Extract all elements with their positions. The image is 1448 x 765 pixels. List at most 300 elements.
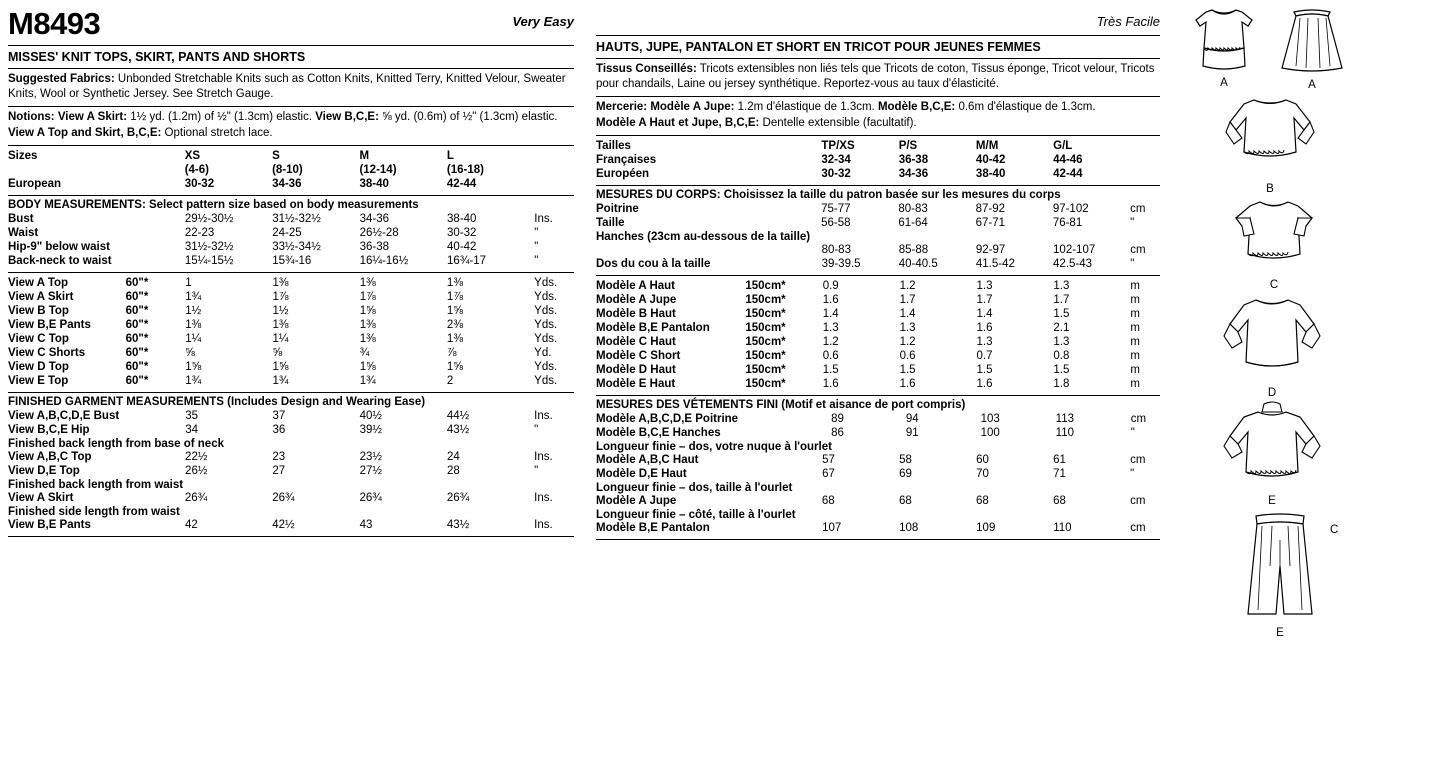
finished-sub2-table-fr (596, 494, 1160, 508)
table-row (596, 363, 1160, 377)
unit-cell: m (1130, 349, 1140, 362)
cell-value: 22½ (185, 450, 208, 463)
sizes-divider-fr (596, 185, 1160, 186)
cell-value: 1.2 (822, 335, 839, 348)
cell-value: 23½ (359, 450, 382, 463)
table-row (8, 276, 574, 290)
cell-value: 76-81 (1052, 216, 1083, 229)
sizes-table-en (8, 149, 574, 191)
cell-value: 1.7 (976, 293, 993, 306)
cell-value: 23 (272, 450, 286, 463)
unit-cell: Yds. (534, 290, 558, 303)
table-row (596, 307, 1160, 321)
cell-value: 22-23 (184, 226, 215, 239)
cell-value: 107 (822, 521, 842, 534)
unit-cell: Yds. (534, 304, 558, 317)
row-label: View B Top (8, 304, 69, 317)
row-label: Modèle A,B,C Haut (596, 453, 699, 466)
finished-sub1-table-en (8, 450, 574, 478)
illustration-view-e-top (1220, 400, 1324, 507)
cell-value: 91 (905, 426, 919, 439)
unit-cell: cm (1130, 494, 1146, 507)
body-divider-fr (596, 275, 1160, 276)
notions-label-en: Notions: View A Skirt: (8, 111, 128, 124)
cell-value: 1⅝ (359, 304, 376, 317)
bottom-divider-fr (596, 539, 1160, 540)
finished-head-en: FINISHED GARMENT MEASUREMENTS (Includes Design and Wearing Ease) (8, 395, 426, 408)
finished-sub3-table-en (8, 518, 574, 532)
fabrics-divider-fr (596, 96, 1160, 97)
cell-value: 56-58 (821, 216, 851, 229)
cell-value: 1¾ (185, 290, 202, 303)
table-row (596, 467, 1160, 481)
cell-value: 60 (976, 453, 989, 466)
finished-sub2-table-en (8, 491, 574, 505)
cell-value: 87-92 (975, 202, 1005, 215)
cell-value: 26¾ (359, 491, 382, 504)
cell-value: 1.5 (899, 363, 916, 376)
row-label: Modèle B Haut (596, 307, 676, 320)
cell-value: 15¼-15½ (184, 254, 234, 267)
size-num-s: (8-10) (272, 163, 303, 176)
cell-value: 1½ (272, 304, 289, 317)
art-label: E (1268, 495, 1276, 507)
cell-value: 26¾ (272, 491, 295, 504)
unit-cell: Ins. (534, 450, 553, 463)
cell-value: 1.8 (1053, 377, 1070, 390)
cell-value: 30-32 (447, 226, 477, 239)
cell-value: 67 (822, 467, 835, 480)
cell-value: 24-25 (272, 226, 302, 239)
table-row (8, 226, 574, 240)
size-l: L (446, 149, 454, 162)
unit-cell: Ins. (534, 409, 553, 422)
unit-cell: m (1130, 363, 1140, 376)
table-row (8, 518, 574, 532)
cell-value: 1¼ (185, 332, 202, 345)
row-label: Modèle C Haut (596, 335, 676, 348)
finished-sub3-en: Finished side length from waist (8, 505, 180, 518)
cell-value: 40½ (359, 409, 382, 422)
cell-value: 1¼ (272, 332, 289, 345)
cell-value: 1⅜ (359, 332, 376, 345)
unit-cell: Ins. (534, 212, 553, 225)
unit-cell: Yds. (534, 332, 558, 345)
row-label: Modèle B,E Pantalon (596, 321, 710, 334)
table-row (596, 349, 1160, 363)
cell-value: 1.6 (822, 377, 839, 390)
row-label: View A Top (8, 276, 69, 289)
fabric-width: 60"* (125, 276, 149, 289)
cell-value: 29½-30½ (184, 212, 234, 225)
table-row (596, 426, 1160, 440)
fabric-width: 150cm* (745, 307, 786, 320)
fabric-width: 150cm* (745, 279, 786, 292)
table-row: 80-83 85-88 92-97 102-107 cm (821, 243, 1146, 256)
cell-value: 80-83 (898, 202, 928, 215)
cell-value: 24 (446, 450, 460, 463)
cell-value: 1¾ (185, 374, 202, 387)
cell-value: 1⅞ (272, 290, 289, 303)
yardage-divider-fr (596, 395, 1160, 396)
cell-value: 26½-28 (359, 226, 399, 239)
body-measurements-table-en (8, 212, 574, 268)
cell-value: 1⅝ (446, 304, 463, 317)
cell-value: 1⅜ (272, 276, 289, 289)
illustration-view-c-shorts-e-pants (1232, 510, 1328, 639)
row-label: Modèle A Haut (596, 279, 676, 292)
cell-value: 1¾ (359, 374, 376, 387)
row-label: Back-neck to waist (8, 254, 112, 267)
size-g-l: G/L (1053, 139, 1073, 152)
table-row (8, 318, 574, 332)
table-row (596, 377, 1160, 391)
notions-en (8, 110, 574, 140)
yardage-divider-en (8, 392, 574, 393)
difficulty-label-en: Very Easy (512, 14, 574, 29)
illustration-view-d (1220, 292, 1324, 399)
cell-value: 26¾ (446, 491, 470, 504)
cell-value: 1⅜ (359, 276, 376, 289)
cell-value: 2 (446, 374, 454, 387)
difficulty-label-fr: Très Facile (1096, 14, 1160, 29)
cell-value: 33½-34½ (272, 240, 321, 253)
cell-value: 61 (1053, 453, 1066, 466)
cell-value: 1.3 (976, 279, 993, 292)
view-c-drawing (1228, 196, 1320, 278)
cell-value: 89 (831, 412, 844, 425)
unit-cell: " (1130, 216, 1135, 229)
cell-value: 69 (899, 467, 912, 480)
cell-value: 0.6 (822, 349, 839, 362)
table-row (596, 321, 1160, 335)
cell-value: 68 (821, 494, 835, 507)
unit-cell: cm (1130, 412, 1147, 425)
table-row (8, 464, 574, 478)
finished-table-fr (596, 412, 1160, 440)
cell-value: 42½ (272, 518, 295, 531)
cell-value: 1.3 (822, 321, 839, 334)
unit-cell: cm (1130, 521, 1146, 534)
fabric-width: 150cm* (745, 335, 786, 348)
suggested-fabrics-label-en: Suggested Fabrics: (8, 73, 115, 85)
row-label: Modèle A Jupe (596, 494, 677, 507)
cell-value: 67-71 (975, 216, 1005, 229)
cell-value: 0.9 (822, 279, 839, 292)
finished-sub2-fr: Longueur finie – dos, taille à l'ourlet (596, 481, 793, 494)
cell-value: 43½ (446, 518, 470, 531)
notions-label3-fr: Modèle A Haut et Jupe, B,C,E: (596, 116, 760, 129)
cell-value: 34 (185, 423, 199, 436)
cell-value: 2⅜ (446, 318, 463, 331)
unit-cell: m (1130, 377, 1140, 390)
cell-value: 1.3 (899, 321, 916, 334)
table-row (8, 450, 574, 464)
row-label: View C Shorts (8, 346, 86, 359)
table-row (8, 212, 574, 226)
row-label: Poitrine (596, 202, 639, 215)
cell-value: 1⅝ (185, 360, 202, 373)
row-label: View A,B,C Top (8, 450, 92, 463)
row-label: View D Top (8, 360, 69, 373)
unit-cell: cm (1130, 453, 1146, 466)
cell-value: 1⅝ (272, 360, 289, 373)
size-num-xs: (4-6) (184, 163, 209, 176)
fabric-width: 150cm* (745, 293, 786, 306)
unit-cell: " (534, 464, 539, 477)
unit-cell: Ins. (534, 518, 553, 531)
table-row (596, 139, 1160, 153)
suggested-fabrics-text-fr: Tricots extensibles non liés tels que Tricots de coton, Tissus éponge, Tricot velour, Tricots pour chandails, Laine ou jersey synthétique. Reportez-vous au taux d'élasticité. (596, 63, 1155, 91)
cell-value: 1½ (185, 304, 202, 317)
fabrics-divider-en (8, 106, 574, 107)
european-label-fr: Européen (596, 167, 650, 180)
cell-value: 1⅜ (446, 332, 463, 345)
row-label: View C Top (8, 332, 69, 345)
size-num-l: (16-18) (446, 163, 484, 176)
body-measurements-head-fr: MESURES DU CORPS: Choisissez la taille du patron basée sur les mesures du corps (596, 188, 1061, 201)
cell-value: 36-38 (359, 240, 390, 253)
cell-value: 42 (185, 518, 198, 531)
cell-value: 1.2 (899, 279, 916, 292)
row-label: View B,C,E Hip (8, 423, 90, 436)
cell-value: 0.6 (899, 349, 916, 362)
cell-value: 43 (359, 518, 373, 531)
cell-value: 1.4 (822, 307, 839, 320)
view-d-drawing (1220, 292, 1324, 386)
cell-value: 40-42 (447, 240, 477, 253)
table-row (8, 409, 574, 423)
cell-value: 37 (272, 409, 286, 422)
header-divider-en (8, 45, 574, 46)
cell-value: 1.3 (1053, 279, 1070, 292)
art-label: A (1220, 77, 1228, 89)
art-label-c-shorts: C (1330, 524, 1339, 536)
view-a-skirt-drawing (1270, 4, 1354, 78)
cell-value: 35 (185, 409, 199, 422)
cell-value: 0.8 (1053, 349, 1070, 362)
illustration-view-a-top (1184, 4, 1264, 89)
row-label: Modèle A,B,C,D,E Poitrine (596, 412, 739, 425)
body-measurements-table-fr (596, 202, 1160, 230)
size-m: M (359, 149, 370, 162)
table-row (8, 360, 574, 374)
yardage-table-fr (596, 279, 1160, 391)
row-label: Hip-9" below waist (8, 240, 110, 253)
unit-cell: Yds. (534, 360, 558, 373)
view-b-drawing (1220, 92, 1320, 182)
cell-value: 2.1 (1053, 321, 1070, 334)
cell-value: 1⅜ (359, 318, 376, 331)
size-p-s: P/S (898, 139, 918, 152)
cell-value: 26½ (185, 464, 208, 477)
unit-cell: Yd. (534, 346, 552, 359)
cell-value: 58 (899, 453, 912, 466)
table-row (8, 149, 574, 163)
finished-sub3-table-fr (596, 521, 1160, 535)
cell-value: 16¾-17 (447, 254, 487, 267)
body-measurements-head-en: BODY MEASUREMENTS: Select pattern size based on body measurements (8, 198, 419, 211)
cell-value: 1.6 (976, 321, 993, 334)
cell-value: 108 (899, 521, 919, 534)
unit-cell: Ins. (534, 491, 553, 504)
cell-value: 86 (831, 426, 844, 439)
table-row: Françaises 32-34 36-38 40-42 44-46 (596, 153, 1083, 166)
art-label: B (1266, 183, 1274, 195)
finished-sub1-en: Finished back length from base of neck (8, 437, 224, 450)
row-label: View B,E Pants (8, 518, 91, 531)
notions-text3-en: Optional stretch lace. (161, 126, 273, 139)
bottom-divider-en (8, 536, 574, 537)
fabric-width: 60"* (125, 332, 149, 345)
cell-value: 1⅜ (185, 318, 202, 331)
sizes-label-fr: Tailles (596, 139, 631, 152)
view-e-top-drawing (1220, 400, 1324, 494)
row-label: Taille (596, 216, 625, 229)
cell-value: 97-102 (1052, 202, 1089, 215)
suggested-fabrics-en (8, 72, 574, 102)
table-row (8, 304, 574, 318)
unit-cell: m (1130, 307, 1140, 320)
illustration-view-c (1228, 196, 1320, 291)
table-row: Dos du cou à la taille 39-39.5 40-40.5 41.5-42 42.5-43 " (596, 257, 1135, 270)
european-label-en: European (8, 177, 62, 190)
cell-value: 1.4 (976, 307, 993, 320)
row-label: View D,E Top (8, 464, 80, 477)
francaises-label: Françaises (596, 153, 657, 166)
notions-text1-en: 1½ yd. (1.2m) of ½" (1.3cm) elastic. (127, 111, 316, 124)
table-row (596, 521, 1160, 535)
yardage-table-en (8, 276, 574, 388)
cell-value: 100 (980, 426, 1000, 439)
notions-text1-fr: 1.2m d'élastique de 1.3cm. (734, 101, 878, 114)
cell-value: 27 (272, 464, 286, 477)
garment-title-fr: HAUTS, JUPE, PANTALON ET SHORT EN TRICOT POUR JEUNES FEMMES (596, 40, 1041, 54)
row-label: View A,B,C,D,E Bust (8, 409, 120, 422)
unit-cell: " (534, 423, 539, 436)
finished-sub1-fr: Longueur finie – dos, votre nuque à l'ourlet (596, 440, 832, 453)
cell-value: 68 (898, 494, 912, 507)
french-column (586, 0, 1172, 765)
cell-value: 1⅜ (272, 318, 289, 331)
notions-text2-fr: 0.6m d'élastique de 1.3cm. (955, 101, 1096, 114)
unit-cell: m (1130, 335, 1140, 348)
cell-value: ⅝ (185, 346, 195, 359)
size-m-m: M/M (975, 139, 999, 152)
cell-value: 1.7 (899, 293, 916, 306)
notions-text2-en: ⅝ yd. (0.6m) of ½" (1.3cm) elastic. (378, 111, 558, 124)
art-label: C (1269, 279, 1279, 291)
table-row (8, 423, 574, 437)
table-row (8, 290, 574, 304)
art-label: D (1267, 387, 1277, 399)
notions-label2-en: View B,C,E: (315, 111, 379, 124)
title-divider-en (8, 68, 574, 69)
cell-value: 1⅞ (359, 290, 376, 303)
cell-value: 1.6 (822, 293, 839, 306)
row-label: Modèle E Haut (596, 377, 676, 390)
header-divider-fr (596, 35, 1160, 36)
unit-cell: " (534, 240, 539, 253)
size-num-m: (12-14) (359, 163, 397, 176)
french-header (596, 8, 1160, 29)
cell-value: 113 (1055, 412, 1075, 425)
row-label: View E Top (8, 374, 69, 387)
cell-value: 110 (1053, 521, 1072, 534)
cell-value: 1.6 (899, 377, 916, 390)
row-label: Modèle D,E Haut (596, 467, 687, 480)
cell-value: 1.6 (976, 377, 993, 390)
row-label: Bust (8, 212, 34, 225)
cell-value: 1.7 (1053, 293, 1070, 306)
unit-cell: " (1130, 467, 1135, 480)
cell-value: 1.2 (899, 335, 916, 348)
table-row (8, 491, 574, 505)
unit-cell: m (1130, 279, 1140, 292)
cell-value: 70 (976, 467, 989, 480)
cell-value: ⅝ (272, 346, 283, 359)
cell-value: 39½ (359, 423, 382, 436)
notions-divider-fr (596, 135, 1160, 136)
table-row (596, 279, 1160, 293)
cell-value: 61-64 (898, 216, 928, 229)
cell-value: 1⅞ (446, 290, 463, 303)
art-label: A (1308, 79, 1316, 91)
cell-value: 68 (976, 494, 989, 507)
cell-value: 43½ (446, 423, 470, 436)
cell-value: 44½ (446, 409, 470, 422)
art-label: E (1276, 627, 1284, 639)
unit-cell: Yds. (534, 374, 558, 387)
cell-value: 0.7 (976, 349, 993, 362)
suggested-fabrics-label-fr: Tissus Conseillés: (596, 63, 697, 75)
table-row: Européen 30-32 34-36 38-40 42-44 (596, 167, 1083, 180)
cell-value: 110 (1055, 426, 1075, 439)
cell-value: 1⅜ (446, 276, 463, 289)
cell-value: 1.3 (1053, 335, 1070, 348)
table-row (596, 216, 1160, 230)
size-s: S (272, 149, 280, 162)
notions-divider-en (8, 145, 574, 146)
cell-value: 16¼-16½ (359, 254, 409, 267)
cell-value: 34-36 (359, 212, 390, 225)
cell-value: 103 (980, 412, 1000, 425)
english-header (8, 8, 574, 39)
cell-value: ¾ (359, 346, 370, 359)
cell-value: 15¾-16 (272, 254, 312, 267)
cell-value: 1¾ (272, 374, 289, 387)
notions-label-fr: Mercerie: Modèle A Jupe: (596, 101, 735, 114)
notions-text3-fr: Dentelle extensible (facultatif). (759, 116, 917, 129)
fabric-width: 150cm* (745, 363, 786, 376)
notions-label2-fr: Modèle B,C,E: (877, 101, 956, 114)
unit-cell: " (534, 226, 539, 239)
pattern-code: M8493 (8, 6, 101, 41)
sizes-label-en: Sizes (8, 149, 38, 162)
fabric-width: 60"* (125, 318, 149, 331)
unit-cell: " (534, 254, 539, 267)
view-e-pants-drawing (1232, 510, 1328, 626)
row-label: View A Skirt (8, 491, 74, 504)
table-row (596, 335, 1160, 349)
suggested-fabrics-text-en: Unbonded Stretchable Knits such as Cotton Knits, Knitted Terry, Knitted Velour, Sweater Knits, Wool or Synthetic Jersey. See Stretch Gauge. (8, 73, 566, 101)
table-row (596, 202, 1160, 216)
sizes-divider-en (8, 195, 574, 196)
cell-value: 94 (905, 412, 919, 425)
title-divider-fr (596, 58, 1160, 59)
finished-sub2-en: Finished back length from waist (8, 478, 184, 491)
cell-value: 75-77 (821, 202, 851, 215)
